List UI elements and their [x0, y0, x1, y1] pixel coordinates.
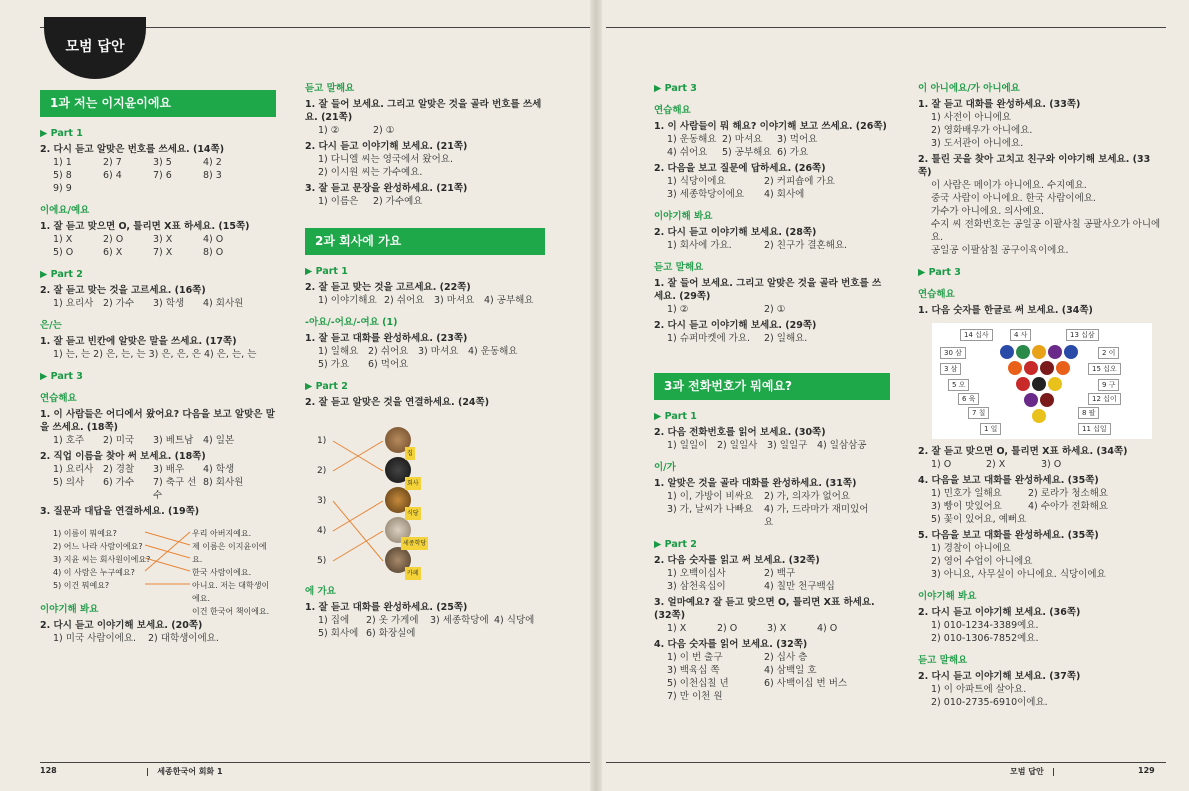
answer: 5) 의사: [53, 477, 85, 488]
grammar-heading: 은/는: [40, 320, 62, 331]
matching-question: 4) 이 사람은 누구예요?: [53, 568, 135, 577]
matching-question: 2) 어느 나라 사람이에요?: [53, 542, 143, 551]
answer: 2) 대학생이에요.: [148, 633, 219, 644]
question: 1. 잘 듣고 빈칸에 알맞은 말을 쓰세요. (17쪽): [40, 336, 237, 347]
question: 1. 이 사람들은 어디에서 왔어요? 다음을 보고 알맞은 말을 쓰세요. (18쪽): [40, 409, 275, 433]
right-col-1: [654, 82, 890, 703]
footer-section-title: 모범 답안 |: [1010, 767, 1055, 776]
answer: 8) 3: [203, 170, 222, 181]
answers: [40, 463, 276, 502]
page-number-left: 128: [40, 766, 57, 775]
answer: 1) 경찰이 아니에요: [931, 543, 1012, 554]
answer: 6) 먹어요: [368, 359, 409, 370]
answer: 4) 수아가 전화해요: [1028, 501, 1109, 512]
answer: 2) 옷 가게에: [366, 615, 419, 626]
answer: 4) 식당에: [494, 615, 535, 626]
question: 2. 다시 듣고 이야기해 보세요. (29쪽): [654, 320, 817, 331]
top-rule-right: [606, 27, 1166, 28]
ball-label: 30 삼: [940, 347, 966, 359]
question: 1. 알맞은 것을 골라 대화를 완성하세요. (31쪽): [654, 478, 857, 489]
answer: 6) X: [103, 247, 123, 258]
matching-answer: 우리 아버지예요.: [192, 529, 252, 538]
part-2-heading: ▶ Part 2: [305, 381, 348, 392]
answer: 1) X: [53, 234, 73, 245]
answer: 2) 이시원 씨는 가수예요.: [318, 167, 423, 178]
ball-label: 12 십이: [1088, 393, 1121, 405]
ball-label: 7 칠: [968, 407, 989, 419]
listen-heading: 듣고 말해요: [918, 655, 968, 666]
matching-answer: 아니요. 저는 대학생이에요.: [192, 581, 270, 603]
billiard-ball: [1032, 377, 1046, 391]
answers: [305, 614, 545, 640]
question: 1. 잘 들어 보세요. 그리고 알맞은 것을 골라 번호를 쓰세요. (29쪽): [654, 278, 882, 302]
answer: 3) 아니요, 사무실이 아니에요. 식당이에요: [931, 569, 1106, 580]
speak-heading: 이야기해 봐요: [40, 604, 99, 615]
answer: 1) 호주: [53, 435, 85, 446]
grammar-heading: 이에요/예요: [40, 205, 90, 216]
grammar-heading: 이 아니에요/가 아니에요: [918, 83, 1020, 94]
answer: 4) 일본: [203, 435, 235, 446]
part-3-heading: ▶ Part 3: [40, 371, 83, 382]
answers: [40, 233, 276, 259]
answer: 1) 는, 는 2) 은, 는, 는 3) 은, 은, 은 4) 은, 는, 는: [53, 349, 257, 360]
matching-question: 3) 지윤 씨는 회사원이에요?: [53, 555, 151, 564]
ball-label: 1 일: [980, 423, 1001, 435]
answer: 5) 공부해요: [722, 147, 772, 158]
answer: 2) 일일사: [717, 440, 758, 451]
answer: 7) 축구 선수: [153, 477, 197, 501]
answer: 1) 이 번 출구: [667, 652, 723, 663]
answer: 2) 마셔요: [722, 134, 763, 145]
answer: 공일공 이팔삼칠 공구이육이에요.: [931, 245, 1069, 256]
answer: 4) 학생: [203, 464, 235, 475]
billiard-ball: [1040, 361, 1054, 375]
answer: 2) 010-2735-6910이에요.: [931, 697, 1048, 708]
answer: 수지 씨 전화번호는 공일공 이팔사칠 공팔사오가 아니에요.: [931, 219, 1161, 243]
ball-label: 4 사: [1010, 329, 1031, 341]
answer: 6) 4: [103, 170, 122, 181]
answer: 2) 쉬어요: [368, 346, 409, 357]
answer: 3) 학생: [153, 298, 185, 309]
answer: 1) ②: [667, 304, 689, 315]
answer: 8) O: [203, 247, 224, 258]
listen-heading: 듣고 말해요: [305, 83, 355, 94]
answer: 3) 5: [153, 157, 172, 168]
page-number-right: 129: [1138, 766, 1155, 775]
practice-heading: 연습해요: [654, 105, 691, 116]
answer: 7) 6: [153, 170, 172, 181]
question: 2. 다시 듣고 이야기해 보세요. (37쪽): [918, 671, 1081, 682]
answer: 1) 회사에 가요.: [667, 240, 732, 251]
answer: 3) X: [153, 234, 173, 245]
question: 4. 다음을 보고 대화를 완성하세요. (35쪽): [918, 475, 1099, 486]
answers: [918, 487, 1163, 526]
grammar-heading: 이/가: [654, 462, 676, 473]
billiard-ball: [1056, 361, 1070, 375]
left-col-2: [305, 82, 545, 640]
answer: 5) 회사에: [318, 628, 359, 639]
question: 2. 다음을 보고 질문에 답하세요. (26쪽): [654, 163, 826, 174]
answer: 1) 이 아파트에 살아요.: [931, 684, 1027, 695]
answers: [654, 567, 890, 593]
answer: 9) 9: [53, 183, 72, 194]
billiard-ball: [1048, 345, 1062, 359]
answer: 5) O: [53, 247, 74, 258]
billiard-ball: [1032, 409, 1046, 423]
question: 2. 틀린 곳을 찾아 고치고 친구와 이야기해 보세요. (33쪽): [918, 154, 1151, 178]
answer: 2) 로라가 청소해요: [1028, 488, 1109, 499]
answers: [40, 156, 276, 195]
answer: 3) 백육십 쪽: [667, 665, 720, 676]
question: 2. 다시 듣고 이야기해 보세요. (20쪽): [40, 620, 203, 631]
question: 1. 잘 듣고 맞으면 O, 틀리면 X표 하세요. (15쪽): [40, 221, 250, 232]
question: 3. 얼마예요? 잘 듣고 맞으면 O, 틀리면 X표 하세요. (32쪽): [654, 597, 875, 621]
answer: 3) 삼천육십이: [667, 581, 726, 592]
answer: 1) 다니엘 씨는 영국에서 왔어요.: [318, 154, 453, 165]
answer: 5) 가요: [318, 359, 350, 370]
answer: 2) X: [986, 459, 1006, 470]
answer: 3) 마셔요: [434, 295, 475, 306]
answer: 6) 화장실에: [366, 628, 416, 639]
answer: 3) 세종학당이에요: [667, 189, 745, 200]
answer: 1) 010-1234-3389예요.: [931, 620, 1039, 631]
answer: 3) 가, 날씨가 나빠요: [667, 504, 754, 515]
photo-tag: 집: [405, 447, 415, 460]
question: 2. 다시 듣고 이야기해 보세요. (28쪽): [654, 227, 817, 238]
answer: 2) 010-1306-7852예요.: [931, 633, 1039, 644]
answer: 1) 식당이에요: [667, 176, 726, 187]
answer: 3) 배우: [153, 464, 185, 475]
answer: 4) 운동해요: [468, 346, 518, 357]
billiard-ball: [1024, 361, 1038, 375]
answer: 4) 쉬어요: [667, 147, 708, 158]
matching-question: 5) 이건 뭐예요?: [53, 581, 110, 590]
part-2-heading: ▶ Part 2: [654, 539, 697, 550]
question: 2. 다시 듣고 알맞은 번호를 쓰세요. (14쪽): [40, 144, 225, 155]
answer: 2) 커피숍에 가요: [764, 176, 835, 187]
answer: 이 사람은 메이가 아니에요. 수지예요.: [931, 180, 1087, 191]
answer: 6) 가요: [777, 147, 809, 158]
question: 2. 다음 전화번호를 읽어 보세요. (30쪽): [654, 427, 826, 438]
answer: 2) 경찰: [103, 464, 135, 475]
ball-label: 15 십오: [1088, 363, 1121, 375]
answer: 2) O: [717, 623, 738, 634]
answer: 3) 빵이 맛있어요: [931, 501, 1002, 512]
billiard-ball: [1016, 377, 1030, 391]
answers: [654, 439, 890, 452]
answers: [654, 490, 890, 529]
answer: 4) 삼백일 호: [764, 665, 817, 676]
ball-label: 8 팔: [1078, 407, 1099, 419]
answer: 5) 8: [53, 170, 72, 181]
billiard-balls-image: [932, 323, 1152, 439]
answer: 5) 꽃이 있어요, 예뻐요: [931, 514, 1027, 525]
grammar-heading: -아요/-어요/-여요 (1): [305, 317, 398, 328]
billiard-ball: [1024, 393, 1038, 407]
billiard-ball: [1008, 361, 1022, 375]
grammar-heading: 에 가요: [305, 586, 336, 597]
question: 3. 질문과 대답을 연결하세요. (19쪽): [40, 506, 200, 517]
question: 4. 다음 숫자를 읽어 보세요. (32쪽): [654, 639, 808, 650]
speak-heading: 이야기해 봐요: [918, 591, 977, 602]
ball-label: 14 십사: [960, 329, 993, 341]
answer: 2) 영어 수업이 아니에요: [931, 556, 1033, 567]
billiard-ball: [1064, 345, 1078, 359]
answer: 2) 쉬어요: [384, 295, 425, 306]
question: 1. 이 사람들이 뭐 해요? 이야기해 보고 쓰세요. (26쪽): [654, 121, 887, 132]
match-number: 2): [317, 466, 327, 476]
ball-label: 3 삼: [940, 363, 961, 375]
lesson-1-title: 1과 저는 이지윤이에요: [40, 90, 276, 117]
answer: 2) ①: [373, 125, 395, 136]
question: 2. 다음 숫자를 읽고 써 보세요. (32쪽): [654, 555, 820, 566]
answer: 1) 일해요: [318, 346, 359, 357]
answer: 1) 이, 가방이 비싸요: [667, 491, 754, 502]
matching-answer: 이건 한국어 책이에요.: [192, 607, 270, 616]
answers: [305, 294, 545, 307]
answer: 1) 운동해요: [667, 134, 717, 145]
answer: 2) 가수: [103, 298, 135, 309]
answer: 3) 마셔요: [418, 346, 459, 357]
billiard-ball: [1048, 377, 1062, 391]
ball-label: 6 육: [958, 393, 979, 405]
matching-answer: 한국 사람이에요.: [192, 568, 252, 577]
question: 1. 잘 듣고 대화를 완성하세요. (33쪽): [918, 99, 1081, 110]
answer: 2) 가수예요: [373, 196, 423, 207]
answer: 7) X: [153, 247, 173, 258]
answer: 1) 민호가 일해요: [931, 488, 1002, 499]
answer: 1) 이름은: [318, 196, 359, 207]
question: 2. 직업 이름을 찾아 써 보세요. (18쪽): [40, 451, 206, 462]
answers: [918, 458, 1163, 471]
bottom-rule-right: [606, 762, 1166, 763]
answer: 4) 2: [203, 157, 222, 168]
question: 5. 다음을 보고 대화를 완성하세요. (35쪽): [918, 530, 1099, 541]
answer: 6) 가수: [103, 477, 135, 488]
ball-label: 5 오: [948, 379, 969, 391]
answer: 6) 사백이십 번 버스: [764, 678, 848, 689]
part-3-heading: ▶ Part 3: [918, 267, 961, 278]
answer: 1) 요리사: [53, 464, 94, 475]
right-col-2: [918, 82, 1163, 709]
answer: 5) 이천십칠 년: [667, 678, 729, 689]
answer: 1) 요리사: [53, 298, 94, 309]
practice-heading: 연습해요: [40, 393, 77, 404]
ball-label: 13 십삼: [1066, 329, 1099, 341]
ball-label: 9 구: [1098, 379, 1119, 391]
photo-tag: 식당: [405, 507, 421, 520]
answer: 1) 슈퍼마켓에 가요.: [667, 333, 751, 344]
answer: 4) O: [817, 623, 838, 634]
answer: 4) 회사에: [764, 189, 805, 200]
photo-tag: 세종학당: [401, 537, 428, 550]
answers: [654, 303, 890, 316]
question: 2. 다시 듣고 이야기해 보세요. (21쪽): [305, 141, 468, 152]
answer: 2) O: [103, 234, 124, 245]
answer: 3) 먹어요: [777, 134, 818, 145]
ball-label: 11 십일: [1078, 423, 1111, 435]
answers: [40, 632, 276, 645]
answers: [654, 622, 890, 635]
match-number: 4): [317, 526, 327, 536]
answer: 2) 일해요.: [764, 333, 808, 344]
answer: 4) 공부해요: [484, 295, 534, 306]
listen-heading: 듣고 말해요: [654, 262, 704, 273]
photo-tag: 회사: [405, 477, 421, 490]
answer: 3) 도서관이 아니에요.: [931, 138, 1024, 149]
answers: [654, 332, 890, 345]
answer: 1) 일일이: [667, 440, 708, 451]
matching-answer: 제 이름은 이지윤이에요.: [192, 542, 267, 564]
answer: 4) O: [203, 234, 224, 245]
answers-list: [192, 527, 276, 618]
answer: 1) 1: [53, 157, 72, 168]
part-3-heading: ▶ Part 3: [654, 83, 697, 94]
answer: 1) O: [931, 459, 952, 470]
answers: [654, 651, 890, 703]
book-gutter: [590, 0, 602, 791]
answer: 2) 미국: [103, 435, 135, 446]
part-1-heading: ▶ Part 1: [40, 128, 83, 139]
answers: [305, 195, 545, 208]
question: 2. 잘 듣고 맞는 것을 고르세요. (22쪽): [305, 282, 471, 293]
section-title: 모범 답안: [1010, 767, 1044, 776]
footer-book-title: | 세종한국어 회화 1: [146, 767, 223, 776]
left-col-1: [40, 84, 276, 645]
answer: 2) 가, 의자가 없어요: [764, 491, 851, 502]
part-1-heading: ▶ Part 1: [654, 411, 697, 422]
match-number: 3): [317, 496, 327, 506]
billiard-ball: [1032, 345, 1046, 359]
answer: 8) 회사원: [203, 477, 244, 488]
answers: [654, 239, 890, 252]
questions-list: [53, 527, 150, 592]
answer: 3) 일일구: [767, 440, 808, 451]
answer: 2) 영화배우가 아니에요.: [931, 125, 1033, 136]
practice-heading: 연습해요: [918, 289, 955, 300]
question: 1. 잘 듣고 대화를 완성하세요. (23쪽): [305, 333, 468, 344]
photo-tag: 카페: [405, 567, 421, 580]
answer: 2) 친구가 결혼해요.: [764, 240, 848, 251]
answers: [40, 434, 276, 447]
answers: [654, 175, 890, 201]
question: 3. 잘 듣고 문장을 완성하세요. (21쪽): [305, 183, 468, 194]
ball-label: 2 이: [1098, 347, 1119, 359]
picture-matching: [305, 413, 545, 577]
answer: 4) 가, 드라마가 재미있어요: [764, 504, 869, 528]
answer: 2) 7: [103, 157, 122, 168]
speak-heading: 이야기해 봐요: [654, 211, 713, 222]
question: 2. 잘 듣고 알맞은 것을 연결하세요. (24쪽): [305, 397, 490, 408]
answer: 1) X: [667, 623, 687, 634]
answer: 2) 백구: [764, 568, 796, 579]
answers: [305, 345, 545, 371]
answer: 4) 칠만 천구백십: [764, 581, 835, 592]
answer: 1) 미국 사람이에요.: [53, 633, 137, 644]
answer: 3) O: [1041, 459, 1062, 470]
answer: 4) 일삼삼공: [817, 440, 867, 451]
question: 1. 잘 들어 보세요. 그리고 알맞은 것을 골라 번호를 쓰세요. (21쪽): [305, 99, 542, 123]
answer: 가수가 아니에요. 의사예요.: [931, 206, 1045, 217]
match-number: 1): [317, 436, 327, 446]
billiard-ball: [1016, 345, 1030, 359]
billiard-ball: [1000, 345, 1014, 359]
answer: 3) 베트남: [153, 435, 194, 446]
question: 2. 잘 듣고 맞으면 O, 틀리면 X표 하세요. (34쪽): [918, 446, 1128, 457]
answer: 1) 이야기해요: [318, 295, 377, 306]
question: 2. 잘 듣고 맞는 것을 고르세요. (16쪽): [40, 285, 206, 296]
answer: 1) 집에: [318, 615, 350, 626]
answer: 7) 만 이천 원: [667, 691, 723, 702]
answers: [40, 297, 276, 310]
question: 1. 잘 듣고 대화를 완성하세요. (25쪽): [305, 602, 468, 613]
answer: 3) X: [767, 623, 787, 634]
answers: [654, 133, 890, 159]
answer: 2) 십사 층: [764, 652, 808, 663]
answer: 중국 사람이 아니에요. 한국 사람이에요.: [931, 193, 1096, 204]
matching-question: 1) 이름이 뭐예요?: [53, 529, 117, 538]
billiard-ball: [1040, 393, 1054, 407]
answer: 1) 사전이 아니에요: [931, 112, 1012, 123]
question: 1. 다음 숫자를 한글로 써 보세요. (34쪽): [918, 305, 1093, 316]
answer: 4) 회사원: [203, 298, 244, 309]
lesson-3-title: 3과 전화번호가 뭐예요?: [654, 373, 890, 400]
answers: [305, 124, 545, 137]
answer: 3) 세종학당에: [430, 615, 489, 626]
answer: 1) 오백이십사: [667, 568, 726, 579]
lesson-2-title: 2과 회사에 가요: [305, 228, 545, 255]
answer-key-badge: 모범 답안: [44, 17, 146, 79]
answer: 1) ②: [318, 125, 340, 136]
book-title: 세종한국어 회화 1: [157, 767, 223, 776]
part-1-heading: ▶ Part 1: [305, 266, 348, 277]
part-2-heading: ▶ Part 2: [40, 269, 83, 280]
answer: 2) ①: [764, 304, 786, 315]
question: 2. 다시 듣고 이야기해 보세요. (36쪽): [918, 607, 1081, 618]
match-number: 5): [317, 556, 327, 566]
bottom-rule-left: [40, 762, 590, 763]
